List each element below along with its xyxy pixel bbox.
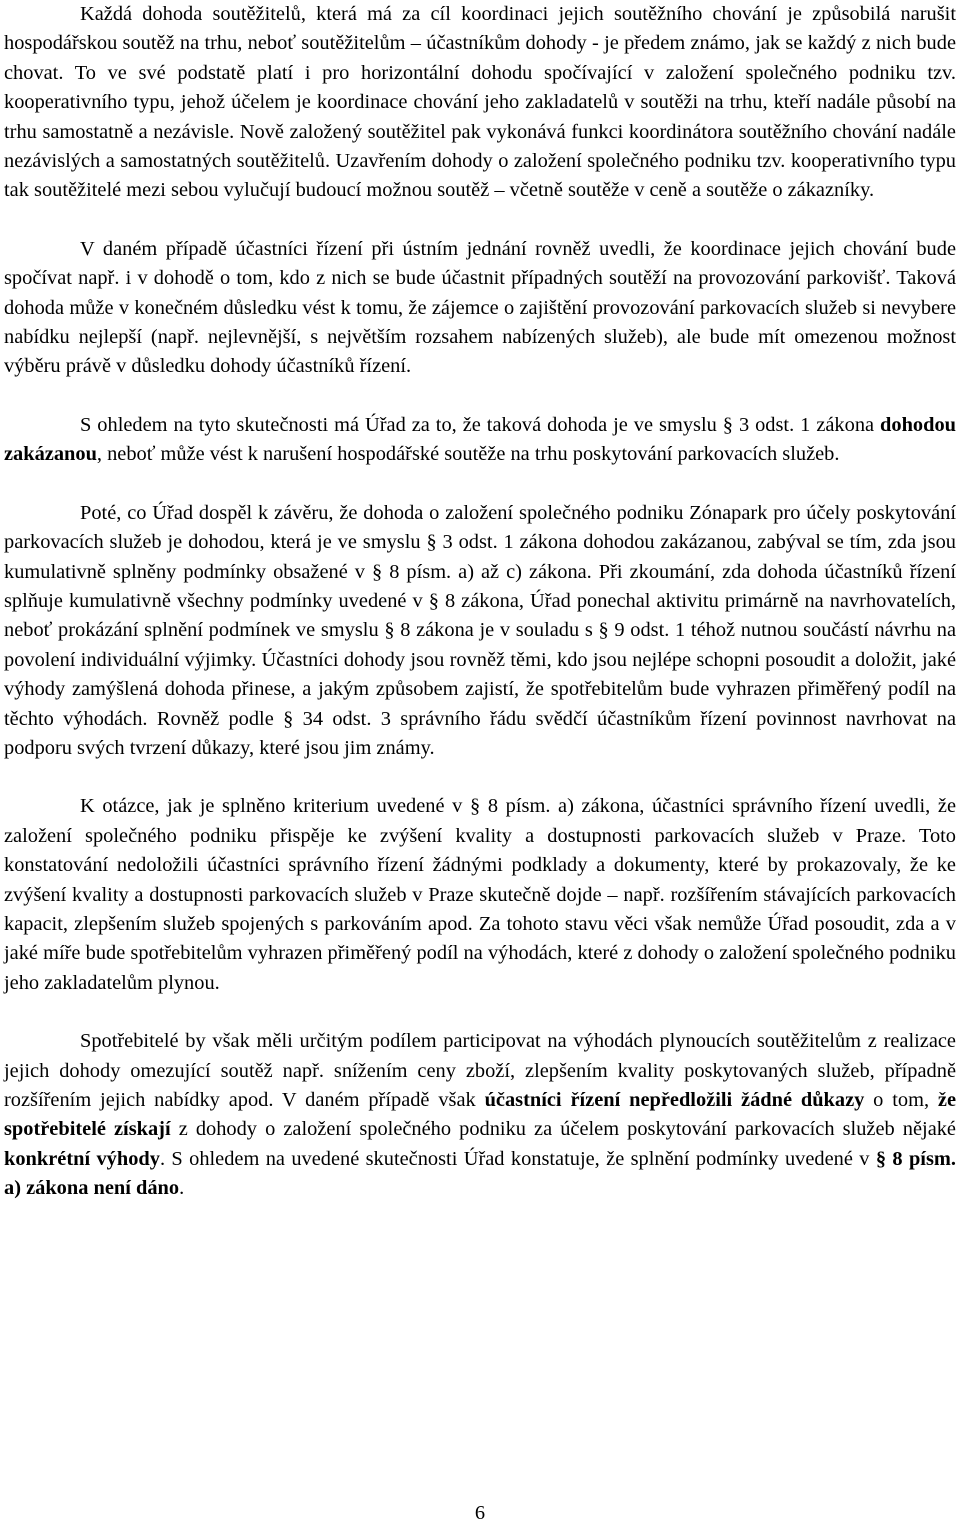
paragraph-5-text: K otázce, jak je splněno kriterium uvedené v § 8 písm. a) zákona, účastníci správního řízení uvedli, že založení společného podniku přispěje ke zvýšení kvality a dostupnosti parkovacích služeb v Praze. Toto konstatování nedoložili účastníci správního řízení žádnými podklady a dokumenty, které by prokazovaly, že ke zvýšení kvality a dostupnosti parkovacích služeb v Praze skutečně dojde – např. rozšířením stávajících parkovacích kapacit, zlepšením služeb spojených s parkováním apod. Za tohoto stavu věci však nemůže Úřad posoudit, zda a v jaké míře bude spotřebitelům vyhrazen přiměřený podíl na výhodách, které z dohody o založení společného podniku jeho zakladatelům plynou. [4, 795, 956, 994]
paragraph-1 [4, 0, 956, 206]
document-page [4, 0, 956, 1204]
paragraph-6-text-e: . [179, 1177, 185, 1200]
paragraph-gap [4, 206, 956, 235]
paragraph-gap [4, 470, 956, 499]
paragraph-gap [4, 998, 956, 1027]
paragraph-gap [4, 382, 956, 411]
paragraph-6-text-a: Spotřebitelé by však měli určitým podílem participovat na výhodách plynoucích soutěžitelům z realizace jejich dohody omezující soutěž např. snížením ceny zboží, zlepšením kvality poskytovaných služeb, případně rozšířením jejich nabídky apod. V daném případě však [4, 1030, 956, 1111]
paragraph-3-text-a: S ohledem na tyto skutečnosti má Úřad za to, že taková dohoda je ve smyslu § 3 odst. 1 zákona [80, 413, 881, 436]
paragraph-6-text-b: o tom, [864, 1089, 938, 1111]
paragraph-6-emphasis-condition-not-met: § 8 písm. a) zákona není dáno [4, 1147, 956, 1200]
paragraph-3-text-b: , neboť může vést k narušení hospodářské soutěže na trhu poskytování parkovacích služeb. [96, 443, 840, 466]
paragraph-6 [4, 1027, 956, 1203]
paragraph-2-text: V daném případě účastníci řízení při ústním jednání rovněž uvedli, že koordinace jejich chování bude spočívat např. i v dohodě o tom, kdo z nich se bude účastnit případných soutěží na provozování parkovišť. Taková dohoda může v konečném důsledku vést k tomu, že zájemce o zajištění provozování parkovacích služeb si nevybere nabídku nejlepší (např. nejlevnější, s největším rozsahem nabízených služeb), ale bude mít omezenou možnost výběru právě v důsledku dohody účastníků řízení. [4, 237, 956, 378]
paragraph-1-text: Každá dohoda soutěžitelů, která má za cíl koordinaci jejich soutěžního chování je způsobilá narušit hospodářskou soutěž na trhu, neboť soutěžitelům – účastníkům dohody - je předem známo, jak se každý z nich bude chovat. To ve své podstatě platí i pro horizontální dohodu spočívající v založení společného podniku tzv. kooperativního typu, jehož účelem je koordinace chování jeho zakladatelů v soutěži na trhu, kteří nadále působí na trhu samostatně a nezávisle. Nově založený soutěžitel pak vykonává funkci koordinátora soutěžního chování nadále nezávislých a samostatných soutěžitelů. Uzavřením dohody o založení společného podniku tzv. kooperativního typu tak soutěžitelé mezi sebou vylučují budoucí možnou soutěž – včetně soutěže v ceně a soutěže o zákazníky. [4, 3, 956, 202]
paragraph-5 [4, 792, 956, 998]
paragraph-gap [4, 763, 956, 792]
paragraph-2 [4, 235, 956, 382]
paragraph-3 [4, 411, 956, 470]
paragraph-6-emphasis-no-evidence: účastníci řízení nepředložili žádné důkazy [484, 1089, 865, 1111]
paragraph-4 [4, 499, 956, 764]
paragraph-6-text-d: . S ohledem na uvedené skutečnosti Úřad konstatuje, že splnění podmínky uvedené v [159, 1147, 876, 1170]
paragraph-6-text-c: z dohody o založení společného podniku za účelem poskytování parkovacích služeb nějaké [170, 1118, 956, 1141]
paragraph-3-emphasis-prohibited-agreement: dohodou zakázanou [4, 413, 956, 466]
paragraph-4-text: Poté, co Úřad dospěl k závěru, že dohoda o založení společného podniku Zónapark pro účely poskytování parkovacích služeb je dohodou, která je ve smyslu § 3 odst. 1 zákona dohodou zakázanou, zabýval se tím, zda jsou kumulativně splněny podmínky obsažené v § 8 písm. a) až c) zákona. Při zkoumání, zda dohoda účastníků řízení splňuje kumulativně všechny podmínky uvedené v § 8 zákona, Úřad ponechal aktivitu primárně na navrhovatelích, neboť prokázání splnění podmínek ve smyslu § 8 zákona je v souladu s § 9 odst. 1 téhož nutnou součástí návrhu na povolení individuální výjimky. Účastníci dohody jsou rovněž těmi, kdo jsou nejlépe schopni posoudit a doložit, jaké výhody zamýšlená dohoda přinese, a jakým způsobem zajistí, že spotřebitelům bude vyhrazen přiměřený podíl na těchto výhodách. Rovněž podle § 34 odst. 3 správního řádu svědčí účastníkům řízení povinnost navrhovat na podporu svých tvrzení důkazy, které jsou jim známy. [4, 501, 956, 759]
page-number: 6 [474, 1502, 486, 1524]
paragraph-6-emphasis-concrete-benefits: konkrétní výhody [4, 1147, 160, 1170]
paragraph-6-emphasis-consumers-gain: že spotřebitelé získají [4, 1089, 956, 1141]
